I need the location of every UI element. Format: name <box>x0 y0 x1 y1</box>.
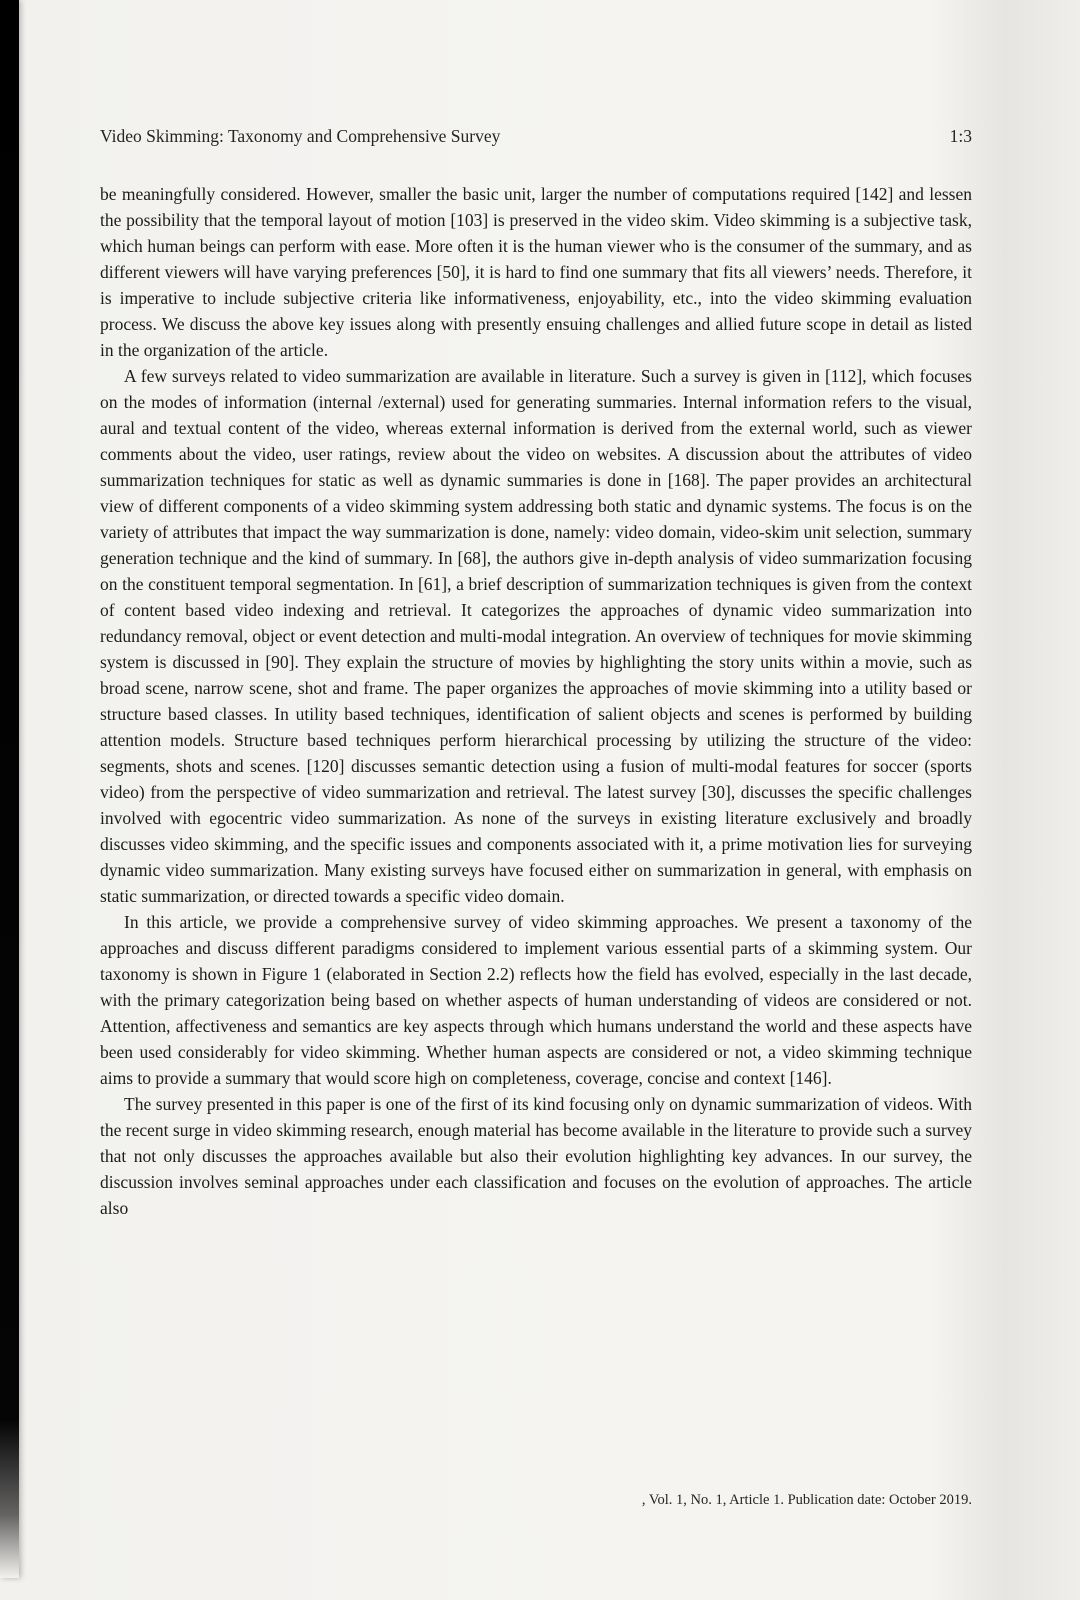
footer-citation: , Vol. 1, No. 1, Article 1. Publication date: October 2019. <box>641 1492 972 1508</box>
paragraph: A few surveys related to video summarization are available in literature. Such a survey is given in [112], which focuses on the modes of information (internal /external) used for generating summaries. Internal information refers to the visual, aural and textual content of the video, whereas external information is derived from the external world, such as viewer comments about the video, user ratings, review about the video on websites. A discussion about the attributes of video summarization techniques for static as well as dynamic summaries is done in [168]. The paper provides an architectural view of different components of a video skimming system addressing both static and dynamic systems. The focus is on the variety of attributes that impact the way summarization is done, namely: video domain, video-skim unit selection, summary generation technique and the kind of summary. In [68], the authors give in-depth analysis of video summarization focusing on the constituent temporal segmentation. In [61], a brief description of summarization techniques is given from the context of content based video indexing and retrieval. It categorizes the approaches of dynamic video summarization into redundancy removal, object or event detection and multi-modal integration. An overview of techniques for movie skimming system is discussed in [90]. They explain the structure of movies by highlighting the story units within a movie, such as broad scene, narrow scene, shot and frame. The paper organizes the approaches of movie skimming into a utility based or structure based classes. In utility based techniques, identification of salient objects and scenes is performed by building attention models. Structure based techniques perform hierarchical processing by utilizing the structure of the video: segments, shots and scenes. [120] discusses semantic detection using a fusion of multi-modal features for soccer (sports video) from the perspective of video summarization and retrieval. The latest survey [30], discusses the specific challenges involved with egocentric video summarization. As none of the surveys in existing literature exclusively and broadly discusses video skimming, and the specific issues and components associated with it, a prime motivation lies for surveying dynamic video summarization. Many existing surveys have focused either on summarization in general, with emphasis on static summarization, or directed towards a specific video domain. <box>100 366 972 906</box>
paragraph: be meaningfully considered. However, smaller the basic unit, larger the number of computations required [142] and lessen the possibility that the temporal layout of motion [103] is preserved in the video skim. Video skimming is a subjective task, which human beings can perform with ease. More often it is the human viewer who is the consumer of the summary, and as different viewers will have varying preferences [50], it is hard to find one summary that fits all viewers’ needs. Therefore, it is imperative to include subjective criteria like informativeness, enjoyability, etc., into the video skimming evaluation process. We discuss the above key issues along with presently ensuing challenges and allied future scope in detail as listed in the organization of the article. <box>100 184 972 360</box>
page-number: 1:3 <box>949 126 972 146</box>
scan-edge-artifact <box>0 0 19 1578</box>
paper-title: Video Skimming: Taxonomy and Comprehensive Survey <box>100 126 501 146</box>
article-body <box>100 181 972 1221</box>
running-header <box>100 126 972 147</box>
paragraph: In this article, we provide a comprehensive survey of video skimming approaches. We present a taxonomy of the approaches and discuss different paradigms considered to implement various essential parts of a skimming system. Our taxonomy is shown in Figure 1 (elaborated in Section 2.2) reflects how the field has evolved, especially in the last decade, with the primary categorization being based on whether aspects of human understanding of videos are considered or not. Attention, affectiveness and semantics are key aspects through which humans understand the world and these aspects have been used considerably for video skimming. Whether human aspects are considered or not, a video skimming technique aims to provide a summary that would score high on completeness, coverage, concise and context [146]. <box>100 912 972 1088</box>
paragraph: The survey presented in this paper is one of the first of its kind focusing only on dynamic summarization of videos. With the recent surge in video skimming research, enough material has become available in the literature to provide such a survey that not only discusses the approaches available but also their evolution highlighting key advances. In our survey, the discussion involves seminal approaches under each classification and focuses on the evolution of approaches. The article also <box>100 1094 972 1218</box>
page-content <box>100 126 972 1221</box>
